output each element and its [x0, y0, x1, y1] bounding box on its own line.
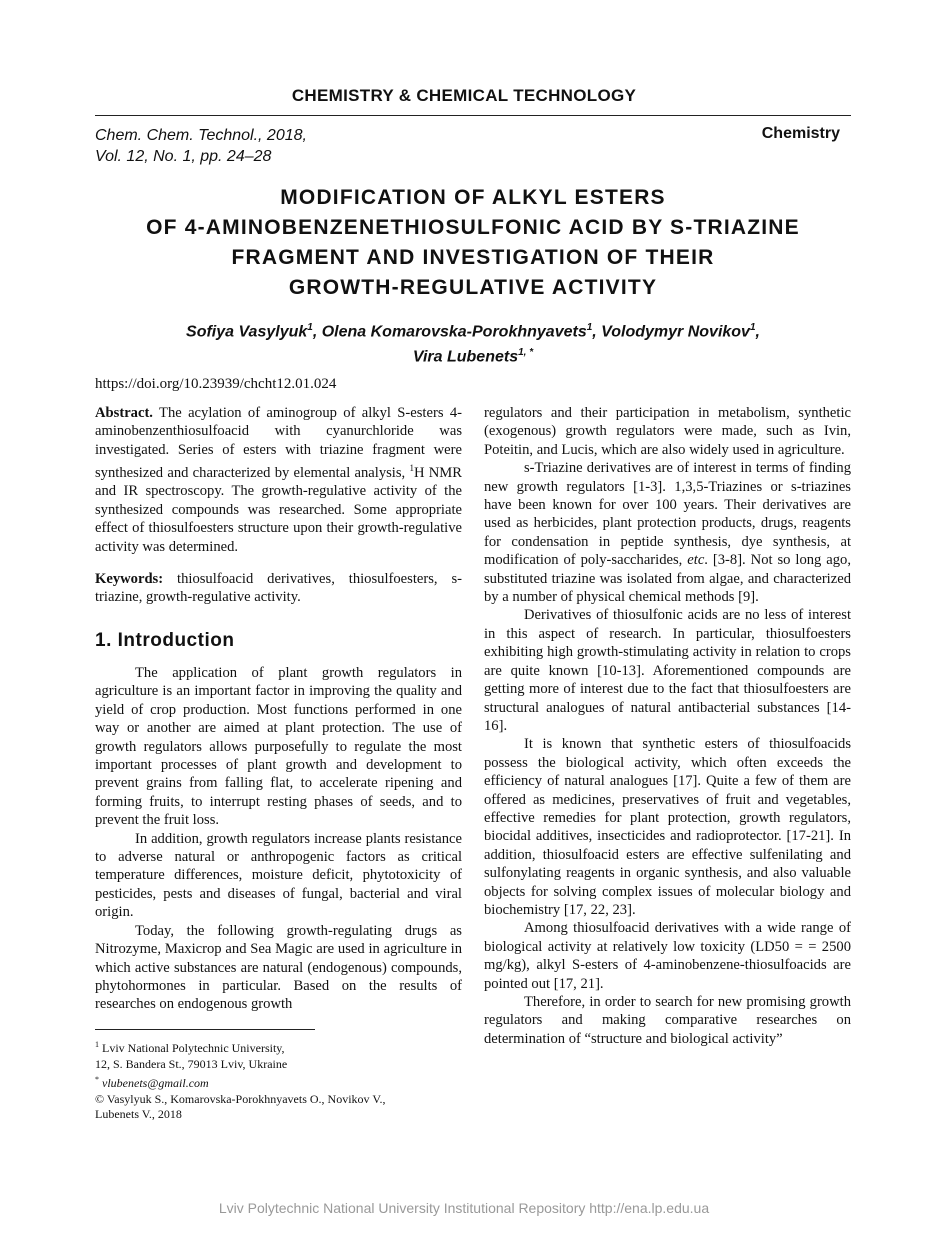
right-paragraph-3: Derivatives of thiosulfonic acids are no less of interest in this aspect of research. In particular, thiosulfoesters exhibiting high growth-stimulating activity in relation to crops are quite known [10-13]. Aforementioned compounds are getting more of interest due to the fact that thiosulfoesters are structural analogues of natural antibacterial substances [14-16].: [484, 607, 851, 734]
footnote-divider: [95, 1029, 315, 1030]
right-paragraph-1: regulators and their participation in metabolism, synthetic (exogenous) growth regulators were made, such as Ivin, Poteitin, and Lucis, which are also widely used in agriculture.: [484, 405, 851, 458]
keywords-text: thiosulfoacid derivatives, thiosulfoesters, s-triazine, growth-regulative activity.: [95, 571, 463, 606]
intro-paragraph-3: Today, the following growth-regulating drugs as Nitrozyme, Maxicrop and Sea Magic are used in agriculture in which active substances are natural (endogenous) compounds, phytohormones in particular. Based on the results of researches on endogenous growth: [95, 922, 462, 1013]
author-2-affiliation: 1: [586, 322, 593, 333]
right-paragraph-2a: s-Triazine derivatives are of interest in terms of finding new growth regulators [1-3]. 1,3,5-Triazines or s-triazines have been known for over 100 years. Their derivatives are used as herbicides, plant protection products, drugs, reagents for condensation in peptide synthesis, dye synthesis, at modification of poly-saccharides,: [484, 460, 851, 569]
right-paragraph-4: It is known that synthetic esters of thiosulfoacids possess the biological activity, which often exceeds the efficiency of natural analogues [17]. Quite a few of them are offered as medicines, preservatives of fruit and vegetables, effective remedies for plant protection, growth regulators, biocidal additives, insecticides and radioprotector. [17-21]. In addition, thiosulfoacid esters are effective sulfenilating and sulfonylating reagents in organic synthesis, and also valuable objects for solving complex issues of molecular biology and biochemistry [17, 22, 23].: [484, 736, 851, 918]
author-1: Sofiya Vasylyuk: [186, 323, 308, 341]
copyright-line-2: Lubenets V., 2018: [95, 1107, 182, 1121]
paper-title: [95, 183, 851, 303]
doi-link[interactable]: https://doi.org/10.23939/chcht12.01.024: [95, 376, 337, 392]
email-superscript: *: [95, 1075, 99, 1084]
journal-header: CHEMISTRY & CHEMICAL TECHNOLOGY: [291, 86, 637, 105]
nmr-superscript: 1: [409, 463, 414, 474]
copyright-line-1: © Vasylyuk S., Komarovska-Porokhnyavets O., Novikov V.,: [95, 1091, 386, 1106]
keywords-paragraph: [95, 570, 462, 607]
right-paragraph-5: Among thiosulfoacid derivatives with a wide range of biological activity at relatively low toxicity (LD50 = = 2500 mg/kg), alkyl S-esters of 4-aminobenzene-thiosulfoacids are pointed out [17, 21].: [484, 920, 851, 992]
title-line-1: MODIFICATION OF ALKYL ESTERS: [280, 186, 666, 209]
citation-line-1: Chem. Chem. Technol., 2018,: [95, 127, 307, 144]
author-3: Volodymyr Novikov: [601, 323, 750, 341]
keywords-block: [95, 570, 462, 607]
header-divider: [95, 115, 851, 116]
abstract-label: Abstract.: [95, 405, 153, 421]
title-line-2: OF 4-AMINOBENZENETHIOSULFONIC ACID BY S-TRIAZINE: [146, 216, 800, 239]
right-paragraph-2b: . [3-8]. Not so long ago, substituted triazine was isolated from algae, and characterized by a number of physical chemical methods [9].: [484, 552, 852, 606]
affiliation-superscript: 1: [95, 1040, 99, 1049]
author-4: Vira Lubenets: [412, 348, 519, 366]
footnotes: [95, 1037, 425, 1123]
section-label: Chemistry: [761, 125, 840, 142]
abstract-text: The acylation of aminogroup of alkyl S-esters 4-aminobenzenthiosulfoacid with cyanurchloride was investigated. Series of esters with triazine fragment were synthesized and characterized by elemental analysis,: [95, 405, 462, 482]
keywords-label: Keywords:: [95, 571, 164, 587]
author-1-affiliation: 1: [307, 322, 313, 333]
author-2: Olena Komarovska-Porokhnyavets: [321, 323, 587, 341]
email-link[interactable]: vlubenets@gmail.com: [102, 1076, 209, 1090]
abstract-block: [95, 404, 462, 556]
etc-italic: etc: [687, 552, 705, 569]
right-column-body: [484, 404, 851, 1048]
intro-heading: 1. Introduction: [95, 630, 235, 651]
author-list: Sofiya Vasylyuk$^1$, Olena Komarovska-Porokhnyavets$^1$, Volodymyr Novikov$^1$, Vira Lubenets$^{1, *}$: [186, 322, 760, 366]
author-3-affiliation: 1: [749, 322, 756, 333]
title-line-4: GROWTH-REGULATIVE ACTIVITY: [288, 276, 658, 299]
right-paragraph-6: Therefore, in order to search for new promising growth regulators and making comparative researches on determination of “structure and biological activity”: [484, 994, 851, 1047]
right-paragraph-2: [484, 459, 851, 606]
abstract-text-2: H NMR and IR spectroscopy. The growth-regulative activity of the synthesized compounds was researched. Some appropriate effect of thiosulfoesters structure upon their growth-regulative activity was determined.: [95, 465, 462, 555]
title-line-3: FRAGMENT AND INVESTIGATION OF THEIR: [231, 246, 715, 269]
intro-body: [95, 664, 462, 1014]
citation: [95, 125, 307, 167]
citation-line-2: Vol. 12, No. 1, pp. 24–28: [95, 148, 272, 165]
repository-footer: Lviv Polytechnic National University Institutional Repository http://ena.lp.edu.ua: [218, 1200, 710, 1216]
affiliation-line-1: Lviv National Polytechnic University,: [102, 1041, 285, 1055]
author-4-affiliation: 1, *: [518, 347, 534, 359]
intro-paragraph-2: In addition, growth regulators increase plants resistance to adverse natural or anthropogenic factors as critical temperature differences, moisture deficit, phytotoxicity of pesticides, pests and diseases of fungal, bacterial and viral origin.: [95, 830, 462, 921]
abstract-paragraph: [95, 404, 462, 556]
affiliation-line-2: 12, S. Bandera St., 79013 Lviv, Ukraine: [95, 1056, 288, 1071]
intro-paragraph-1: The application of plant growth regulators in agriculture is an important factor in improving the quality and yield of crop production. Most functions performed in one way or another are aimed at plant protection. The use of growth regulators allows purposefully to regulate the most important processes of plant growth and development to prevent grains from falling flat, to accelerate ripening and forming fruits, to interrupt resting phases of seeds, and to prevent the fruit loss.: [95, 665, 462, 829]
